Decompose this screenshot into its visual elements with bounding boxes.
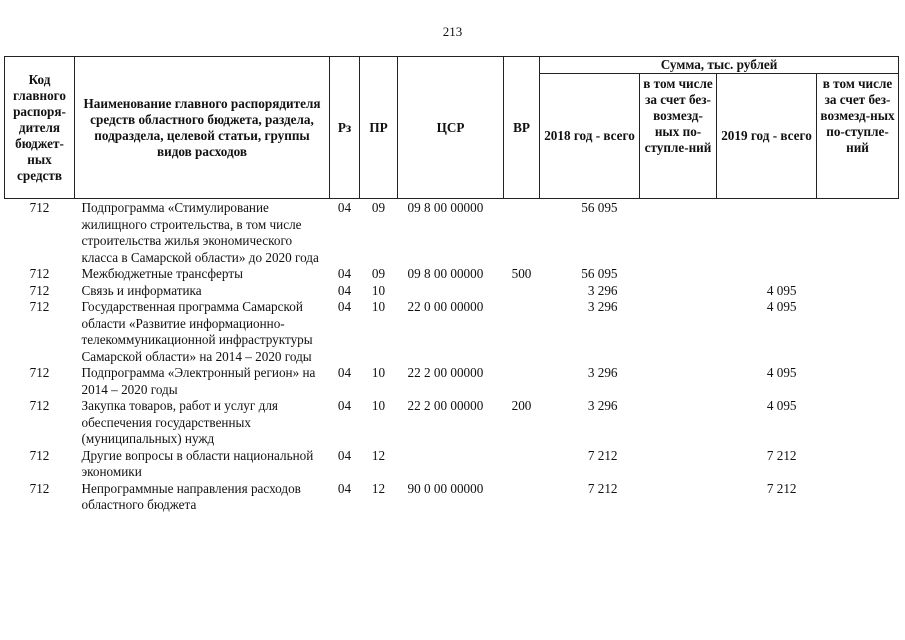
cell-code: 712 bbox=[29, 282, 50, 298]
cell-code: 712 bbox=[29, 365, 50, 380]
cell-vr bbox=[504, 448, 540, 481]
cell-grants-2018 bbox=[640, 199, 717, 267]
cell-csr: 22 2 00 00000 bbox=[407, 398, 484, 413]
cell-total-2018: 56 095 bbox=[581, 266, 618, 281]
table-header bbox=[5, 57, 899, 199]
cell-grants-2019 bbox=[817, 266, 899, 283]
cell-name: Государственная программа Самарской области «Развитие информационно-телекоммуникационной инфраструктуры Самарской области» на 2014 – 2020 годы bbox=[81, 299, 313, 364]
header-name: Наименование главного распорядителя средств областного бюджета, раздела, подраздела, целевой статьи, группы видов расходов bbox=[75, 57, 330, 199]
cell-grants-2019 bbox=[817, 283, 899, 300]
cell-total-2019: 7 212 bbox=[766, 447, 797, 463]
cell-vr: 200 bbox=[511, 398, 532, 413]
cell-csr bbox=[398, 283, 504, 300]
cell-rz: 04 bbox=[337, 398, 352, 413]
cell-pr: 10 bbox=[371, 365, 386, 380]
cell-total-2018: 7 212 bbox=[587, 447, 618, 463]
cell-grants-2018 bbox=[640, 481, 717, 514]
cell-code: 712 bbox=[29, 200, 50, 215]
cell-rz: 04 bbox=[337, 480, 352, 496]
table-body bbox=[5, 199, 899, 514]
cell-vr bbox=[504, 299, 540, 365]
cell-grants-2019 bbox=[817, 299, 899, 365]
cell-csr: 90 0 00 00000 bbox=[407, 480, 484, 496]
cell-rz: 04 bbox=[337, 282, 352, 298]
cell-code: 712 bbox=[29, 266, 50, 281]
cell-csr: 22 2 00 00000 bbox=[407, 365, 484, 380]
cell-grants-2019 bbox=[817, 199, 899, 267]
cell-csr: 09 8 00 00000 bbox=[407, 266, 484, 281]
cell-pr: 09 bbox=[371, 200, 386, 215]
cell-rz: 04 bbox=[337, 447, 352, 463]
header-sum-group: Сумма, тыс. рублей bbox=[540, 57, 899, 74]
cell-total-2018: 7 212 bbox=[587, 480, 618, 496]
cell-rz: 04 bbox=[337, 365, 352, 380]
cell-total-2019: 4 095 bbox=[766, 365, 797, 380]
table-row bbox=[5, 398, 899, 448]
header-grants-2019: в том числе за счет без-возмезд-ных по-ступле-ний bbox=[817, 74, 899, 199]
cell-grants-2018 bbox=[640, 448, 717, 481]
cell-total-2019 bbox=[717, 199, 817, 267]
cell-name: Связь и информатика bbox=[81, 282, 202, 298]
cell-total-2019: 7 212 bbox=[766, 480, 797, 496]
cell-vr: 500 bbox=[511, 266, 532, 281]
budget-table bbox=[4, 56, 899, 514]
cell-total-2018: 3 296 bbox=[587, 282, 618, 298]
cell-csr bbox=[398, 448, 504, 481]
cell-pr: 10 bbox=[371, 398, 386, 413]
header-vr: ВР bbox=[504, 57, 540, 199]
header-rz: Рз bbox=[330, 57, 360, 199]
cell-grants-2019 bbox=[817, 448, 899, 481]
cell-csr: 09 8 00 00000 bbox=[407, 200, 484, 215]
cell-grants-2018 bbox=[640, 299, 717, 365]
cell-name: Закупка товаров, работ и услуг для обеспечения государственных (муниципальных) нужд bbox=[81, 398, 278, 446]
table-row bbox=[5, 481, 899, 514]
cell-grants-2018 bbox=[640, 266, 717, 283]
cell-name: Межбюджетные трансферты bbox=[81, 266, 243, 281]
header-total-2019: 2019 год - всего bbox=[717, 74, 817, 199]
cell-total-2018: 3 296 bbox=[587, 398, 618, 413]
cell-total-2018: 3 296 bbox=[587, 365, 618, 380]
cell-rz: 04 bbox=[337, 200, 352, 215]
cell-total-2019 bbox=[717, 266, 817, 283]
cell-grants-2018 bbox=[640, 365, 717, 398]
page-number: 213 bbox=[442, 24, 463, 39]
cell-rz: 04 bbox=[337, 266, 352, 281]
cell-name: Другие вопросы в области национальной экономики bbox=[81, 447, 314, 479]
cell-code: 712 bbox=[29, 398, 50, 413]
cell-pr: 12 bbox=[371, 480, 386, 496]
cell-pr: 10 bbox=[371, 282, 386, 298]
header-csr: ЦСР bbox=[398, 57, 504, 199]
header-grants-2018: в том числе за счет без-возмезд-ных по-ступле-ний bbox=[640, 74, 717, 199]
cell-name: Непрограммные направления расходов областного бюджета bbox=[81, 480, 301, 512]
cell-rz: 04 bbox=[337, 299, 352, 314]
cell-pr: 09 bbox=[371, 266, 386, 281]
cell-total-2019: 4 095 bbox=[766, 282, 797, 298]
cell-grants-2018 bbox=[640, 398, 717, 448]
cell-pr: 12 bbox=[371, 447, 386, 463]
cell-grants-2019 bbox=[817, 365, 899, 398]
cell-code: 712 bbox=[29, 299, 50, 314]
cell-grants-2019 bbox=[817, 481, 899, 514]
cell-code: 712 bbox=[29, 447, 50, 463]
cell-code: 712 bbox=[29, 480, 50, 496]
cell-pr: 10 bbox=[371, 299, 386, 314]
cell-grants-2019 bbox=[817, 398, 899, 448]
table-row bbox=[5, 199, 899, 267]
header-total-2018: 2018 год - всего bbox=[540, 74, 640, 199]
table-row bbox=[5, 365, 899, 398]
cell-csr: 22 0 00 00000 bbox=[407, 299, 484, 314]
table-row bbox=[5, 283, 899, 300]
cell-total-2019: 4 095 bbox=[766, 299, 797, 314]
cell-total-2019: 4 095 bbox=[766, 398, 797, 413]
cell-vr bbox=[504, 365, 540, 398]
cell-vr bbox=[504, 283, 540, 300]
cell-grants-2018 bbox=[640, 283, 717, 300]
table-row bbox=[5, 266, 899, 283]
cell-name: Подпрограмма «Электронный регион» на 2014 – 2020 годы bbox=[81, 365, 316, 397]
header-code: Код главного распоря-дителя бюджет-ных средств bbox=[5, 57, 75, 199]
cell-vr bbox=[504, 199, 540, 267]
table-row bbox=[5, 299, 899, 365]
header-pr: ПР bbox=[360, 57, 398, 199]
table-row bbox=[5, 448, 899, 481]
cell-total-2018: 56 095 bbox=[581, 200, 618, 215]
cell-total-2018: 3 296 bbox=[587, 299, 618, 314]
cell-vr bbox=[504, 481, 540, 514]
cell-name: Подпрограмма «Стимулирование жилищного строительства, в том числе строительства жилья экономического класса в Самарской области» до 2020 года bbox=[81, 200, 319, 265]
